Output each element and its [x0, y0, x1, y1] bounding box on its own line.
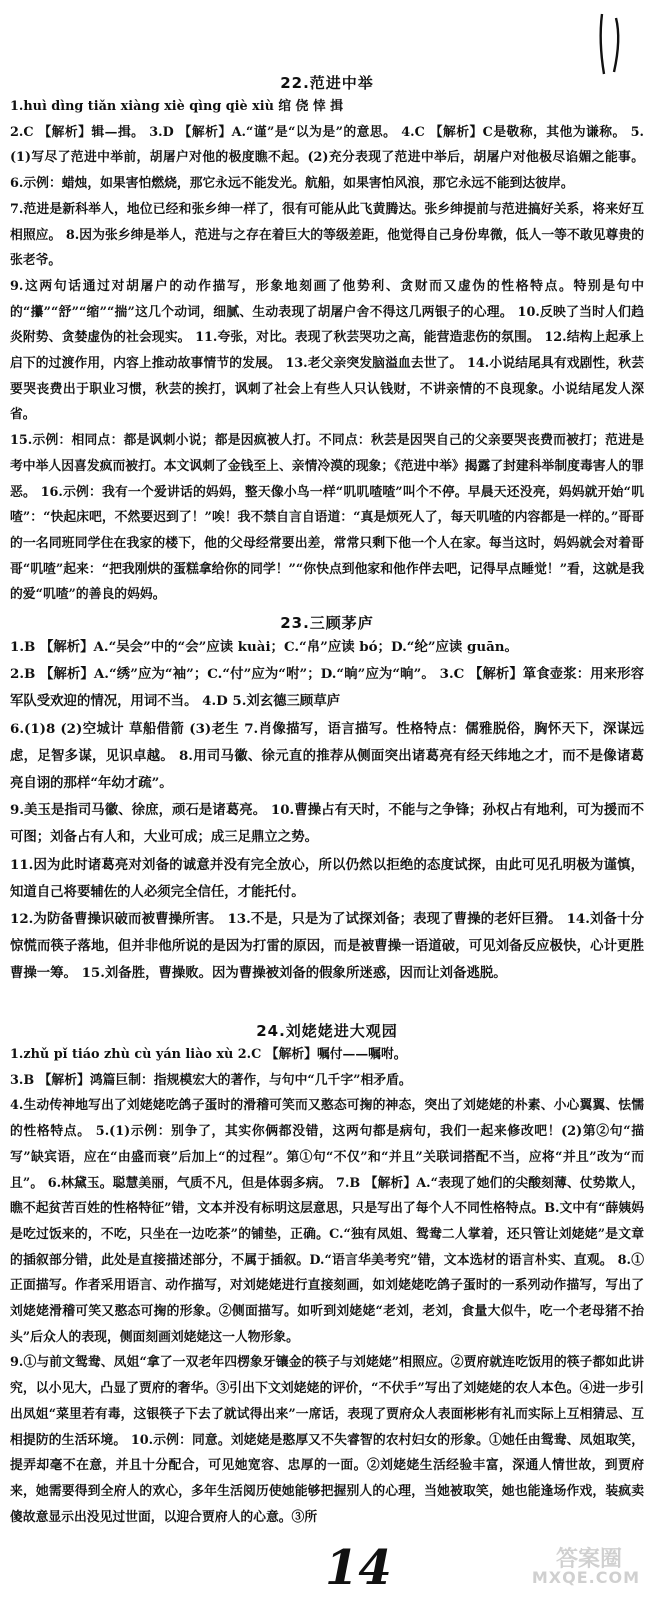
answer-paragraph: 15.示例：相同点：都是讽刺小说；都是因疯被人打。不同点：秋芸是因哭自己的父亲要哭丧费而被打；范进是考中举人因喜发疯而被打。本文讽刺了金钱至上、亲情冷漠的现象；《范进中举》揭露了封建科举制度毒害人的罪恶。 16.示例：我有一个爱讲话的妈妈，整天像小鸟一样“叽叽喳喳”叫个不停。早晨天还没亮，妈妈就开始“叽喳”：“快起床吧，不然要迟到了！”唉！我不禁自言自语道：“真是烦死人了，每天叽喳的内容都是一样的。”哥哥的一名同班同学住在我家的楼下，他的父母经常要出差，常常只剩下他一个人在家。每当这时，妈妈就会对着哥哥“叽喳”起来：“把我刚烘的蛋糕拿给你的同学！”“你快点到他家和他作伴去吧，记得早点睡觉！”看，这就是我的爱“叽喳”的善良的妈妈。 [10, 433, 644, 603]
answer-paragraph: 9.①与前文鸳鸯、凤姐“拿了一双老年四楞象牙镶金的筷子与刘姥姥”相照应。②贾府就连吃饭用的筷子都如此讲究，以小见大，凸显了贾府的奢华。③引出下文刘姥姥的评价，“不伏手”写出了刘姥姥的农人本色。④进一步引出凤姐“菜里若有毒，这银筷子下去了就试得出来”一席话，表现了贾府众人表面彬彬有礼而实际上互相猜忌、互相提防的生活环境。 10.示例：同意。刘姥姥是憨厚又不失睿智的农村妇女的形象。①她任由鸳鸯、凤姐取笑，提弄却毫不在意，并且十分配合，可见她宽容、忠厚的一面。②刘姥姥生活经验丰富，深通人情世故，到贾府来，她需要得到全府人的欢心，多年生活阅历使她能够把握别人的心理，当她被取笑，她也能逢场作戏，装疯卖傻故意显示出没见过世面，以迎合贾府人的心意。③所 [10, 1355, 644, 1525]
section-title: 24.刘姥姥进大观园 [256, 1022, 398, 1040]
answer-paragraph: 2.C 【解析】辑—揖。 3.D 【解析】A.“谨”是“以为是”的意思。 4.C 【解析】C是敬称，其他为谦称。 5.(1)写尽了范进中举前，胡屠户对他的极度瞧不起。(2)充分表现了范进中举后，胡屠户对他极尽谄媚之能事。 6.示例：蜡烛，如果害怕燃烧，那它永远不能发光。航船，如果害怕风浪，那它永远不能到达彼岸。 [10, 124, 644, 192]
answer-paragraph: 4.生动传神地写出了刘姥姥吃鸽子蛋时的滑稽可笑而又憨态可掬的神态，突出了刘姥姥的朴素、小心翼翼、怯懦的性格特点。 5.(1)示例：别争了，其实你俩都没错，这两句都是病句，我们一起来修改吧！(2)第②句“描写”缺宾语，应在“由盛而衰”后加上“的过程”。第①句“不仅”和“并且”关联词搭配不当，应将“并且”改为“而且”。 6.林黛玉。聪慧美丽，气质不凡，但是体弱多病。 7.B 【解析】A.“表现了她们的尖酸刻薄、仗势欺人，瞧不起贫苦百姓的性格特征”错，文本并没有标明这层意思，只是写出了每个人不同性格特点。B.文中有“薛姨妈是吃过饭来的，不吃，只坐在一边吃茶”的铺垫，正确。C.“独有凤姐、鸳鸯二人掌着，还只管让刘姥姥”是文章的插叙部分错，此处是直接描述部分，不属于插叙。D.“语言华美考究”错，文本选材的语言朴实、直观。 8.①正面描写。作者采用语言、动作描写，对刘姥姥进行直接刻画，如刘姥姥吃鸽子蛋时的一系列动作描写，写出了刘姥姥滑稽可笑又憨态可掬的形象。②侧面描写。如听到刘姥姥“老刘，老刘，食量大似牛，吃一个老母猪不抬头”后众人的表现，侧面刻画刘姥姥这一人物形象。 [10, 1098, 644, 1345]
answer-paragraph: 9.这两句话通过对胡屠户的动作描写，形象地刻画了他势利、贪财而又虚伪的性格特点。特别是句中的“攥”“舒”“缩”“揣”这几个动词，细腻、生动表现了胡屠户舍不得这几两银子的心理。 10.反映了当时人们趋炎附势、贪婪虚伪的社会现实。 11.夸张，对比。表现了秋芸哭功之高，能营造悲伤的氛围。 12.结构上起承上启下的过渡作用，内容上推动故事情节的发展。 13.老父亲突发脑溢血去世了。 14.小说结尾具有戏剧性，秋芸要哭丧费出于职业习惯，秋芸的挨打，讽刺了社会上有些人只认钱财，不讲亲情的不良现象。小说结尾发人深省。 [10, 278, 644, 423]
page-number: 14 [325, 1540, 392, 1596]
answer-paragraph: 12.为防备曹操识破而被曹操所害。 13.不是，只是为了试探刘备；表现了曹操的老奸巨猾。 14.刘备十分惊慌而筷子落地，但并非他所说的是因为打雷的原因，而是被曹操一语道破，可见刘备反应极快，心计更胜曹操一筹。 15.刘备胜，曹操败。因为曹操被刘备的假象所迷惑，因而让刘备逃脱。 [10, 911, 644, 982]
answer-paragraph: 3.B 【解析】鸿篇巨制：指规模宏大的著作，与句中“几千字”相矛盾。 [10, 1072, 412, 1088]
answer-paragraph: 1.B 【解析】A.“吴会”中的“会”应读 kuài；C.“帛”应读 bó；D.“纶”应读 guān。 [10, 639, 518, 655]
pen-stroke-mark [596, 10, 626, 80]
section-23 [10, 612, 644, 988]
answer-paragraph: 9.美玉是指司马徽、徐庶，顽石是诸葛亮。 10.曹操占有天时，不能与之争锋；孙权占有地利，可为援而不可图；刘备占有人和，大业可成；成三足鼎立之势。 [10, 802, 644, 846]
answer-paragraph: 7.范进是新科举人，地位已经和张乡绅一样了，很有可能从此飞黄腾达。张乡绅提前与范进搞好关系，将来好互相照应。 8.因为张乡绅是举人，范进与之存在着巨大的等级差距，他觉得自己身份卑微，低人一等不敢见尊贵的张老爷。 [10, 201, 644, 269]
watermark-logo [490, 1542, 640, 1590]
answer-paragraph: 11.因为此时诸葛亮对刘备的诚意并没有完全放心，所以仍然以拒绝的态度试探，由此可见孔明极为谨慎，知道自己将要辅佐的人必须完全信任，才能托付。 [10, 856, 644, 900]
section-title: 22.范进中举 [280, 74, 374, 92]
answer-paragraph: 1.zhǔ pǐ tiáo zhù cù yán liào xù 2.C 【解析】嘱付——嘱咐。 [10, 1047, 407, 1062]
answer-paragraph: 2.B 【解析】A.“绣”应为“袖”；C.“付”应为“咐”；D.“晌”应为“晌”。 3.C 【解析】箪食壶浆：用来形容军队受欢迎的情况，用词不当。 4.D 5.刘玄德三顾草庐 [10, 666, 644, 710]
watermark-url: MXQE.COM [531, 1568, 640, 1587]
section-title: 23.三顾茅庐 [280, 614, 374, 632]
watermark-text: 答案圈 [555, 1547, 622, 1572]
answer-paragraph: 6.(1)8 (2)空城计 草船借箭 (3)老生 7.肖像描写，语言描写。性格特点：儒雅脱俗，胸怀天下，深谋远虑，足智多谋，见识卓越。 8.用司马徽、徐元直的推荐从侧面突出诸葛亮有经天纬地之才，而不是像诸葛亮自诩的那样“年幼才疏”。 [10, 720, 644, 792]
section-22 [10, 72, 644, 608]
answer-paragraph: 1.huì dìng tiǎn xiàng xiè qìng qiè xiù 绾 侥 悻 揖 [10, 99, 343, 114]
section-24 [10, 1020, 644, 1530]
